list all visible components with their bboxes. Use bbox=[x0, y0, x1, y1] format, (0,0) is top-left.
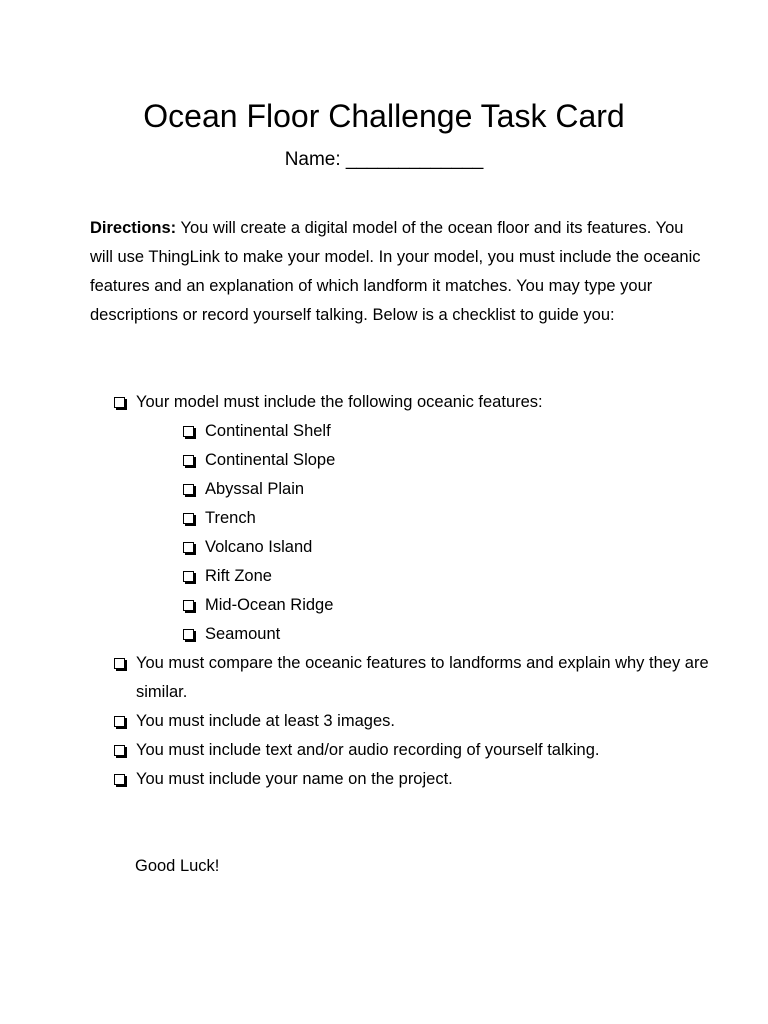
feature-item bbox=[181, 533, 712, 562]
feature-item bbox=[181, 417, 712, 446]
checkbox-icon bbox=[114, 774, 125, 785]
checkbox-icon bbox=[114, 397, 125, 408]
checklist-item-compare bbox=[112, 649, 712, 707]
checklist-item-label: Your model must include the following oceanic features: bbox=[136, 393, 543, 411]
checkbox-icon bbox=[114, 658, 125, 669]
feature-label: Rift Zone bbox=[205, 567, 272, 585]
feature-item bbox=[181, 562, 712, 591]
checklist-item-features bbox=[112, 388, 712, 649]
checklist-item-label: You must include text and/or audio recording of yourself talking. bbox=[136, 741, 600, 759]
feature-label: Mid-Ocean Ridge bbox=[205, 596, 334, 614]
checklist-item-label: You must compare the oceanic features to landforms and explain why they are similar. bbox=[136, 654, 709, 701]
checkbox-icon bbox=[183, 600, 194, 611]
feature-label: Abyssal Plain bbox=[205, 480, 305, 498]
page-title: Ocean Floor Challenge Task Card bbox=[143, 98, 625, 134]
checklist-item-label: You must include at least 3 images. bbox=[136, 712, 395, 730]
closing-text: Good Luck! bbox=[135, 857, 220, 875]
feature-label: Continental Shelf bbox=[205, 422, 331, 440]
feature-label: Volcano Island bbox=[205, 538, 313, 556]
name-field-line: Name: _____________ bbox=[284, 149, 484, 170]
feature-sublist bbox=[136, 417, 712, 649]
checkbox-icon bbox=[183, 542, 194, 553]
checklist-item-name bbox=[112, 765, 712, 794]
feature-label: Trench bbox=[205, 509, 256, 527]
checklist bbox=[112, 388, 712, 794]
checkbox-icon bbox=[114, 745, 125, 756]
checkbox-icon bbox=[114, 716, 125, 727]
feature-label: Seamount bbox=[205, 625, 281, 643]
checkbox-icon bbox=[183, 484, 194, 495]
checkbox-icon bbox=[183, 571, 194, 582]
checkbox-icon bbox=[183, 455, 194, 466]
feature-item bbox=[181, 620, 712, 649]
feature-item bbox=[181, 446, 712, 475]
checklist-item-label: You must include your name on the project. bbox=[136, 770, 453, 788]
feature-item bbox=[181, 504, 712, 533]
directions-text: You will create a digital model of the ocean floor and its features. You will use ThingLink to make your model. In your model, you must include the oceanic features and an explanation of which landform it matches. You may type your descriptions or record yourself talking. Below is a checklist to guide you: bbox=[90, 219, 701, 324]
checklist-item-audio bbox=[112, 736, 712, 765]
checkbox-icon bbox=[183, 513, 194, 524]
feature-item bbox=[181, 475, 712, 504]
checkbox-icon bbox=[183, 629, 194, 640]
directions-paragraph bbox=[90, 214, 710, 330]
feature-label: Continental Slope bbox=[205, 451, 336, 469]
checkbox-icon bbox=[183, 426, 194, 437]
checklist-item-images bbox=[112, 707, 712, 736]
feature-item bbox=[181, 591, 712, 620]
directions-label: Directions: bbox=[90, 219, 177, 237]
